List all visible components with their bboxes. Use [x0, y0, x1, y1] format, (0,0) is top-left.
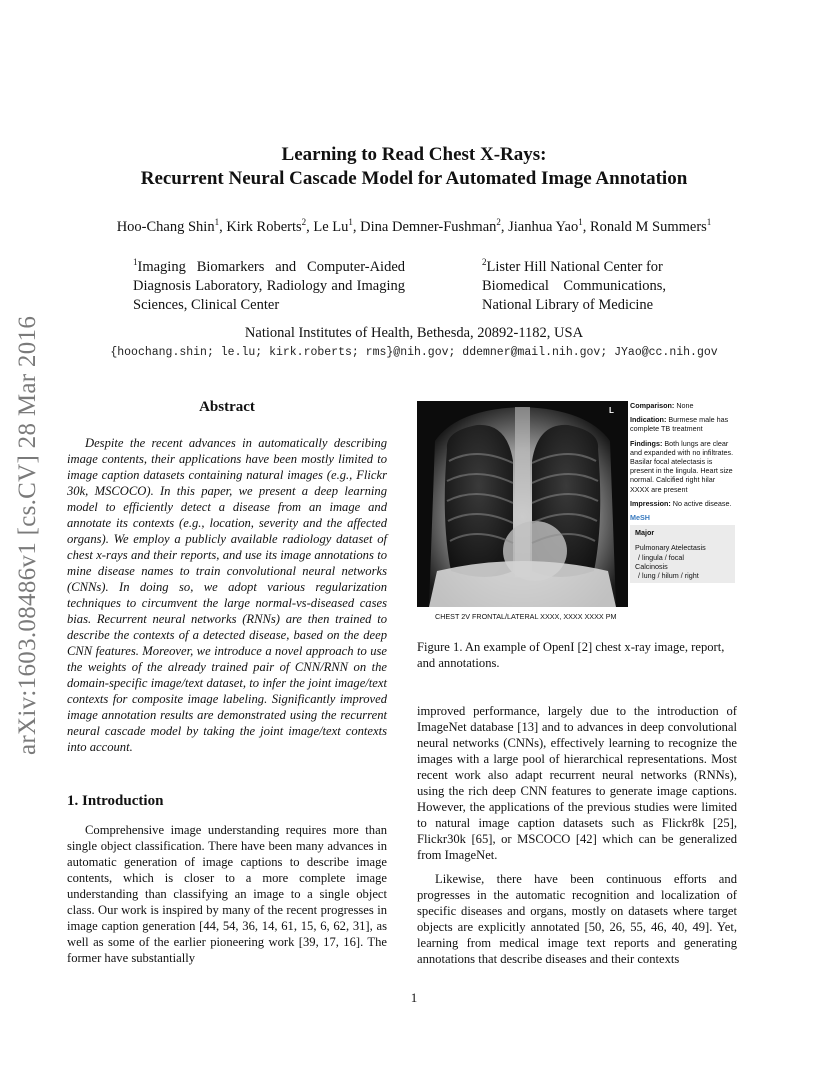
mesh-box: [630, 525, 735, 583]
mesh-title: MeSH: [630, 513, 650, 523]
abstract-heading: Abstract: [199, 399, 255, 415]
arxiv-stamp: arXiv:1603.08486v1 [cs.CV] 28 Mar 2016: [14, 315, 41, 755]
author-list: [0, 219, 828, 236]
author-6: Ronald M Summers$^1$: [589, 217, 712, 235]
author-1: Hoo-Chang Shin$^1$,: [116, 217, 227, 235]
chest-xray-image: [417, 401, 628, 607]
xray-side-marker: L: [609, 406, 614, 415]
intro-heading: 1. Introduction: [67, 793, 164, 809]
author-5: Jianhua Yao$^1$,: [508, 217, 590, 235]
institution: National Institutes of Health, Bethesda, 20892-1182, USA: [244, 325, 584, 341]
intro-paragraph-1: Comprehensive image understanding requires more than single object classification. There have been many advances in automatic generation of image captions to describe image contents, which is closer to a more complete image understanding than classifying an image to a single object class. Our work is inspired by many of the recent progresses in image caption generation [44, 54, 36, 14, 61, 15, 6, 62, 31], as well as some of the earlier pioneering work [39, 17, 16]. The former have substantially: [67, 823, 387, 965]
report-panel: [630, 401, 735, 583]
affiliation-2: $^2$Lister Hill National Center for Biomedical Communications, National Library of Medicine: [482, 257, 667, 313]
author-4: Dina Demner-Fushman$^2$,: [360, 217, 509, 235]
author-2: Kirk Roberts$^2$,: [226, 217, 314, 235]
paper-title-line1: Learning to Read Chest X-Rays:: [281, 144, 547, 165]
mesh-term-2-detail: / lung / hilum / right: [638, 571, 699, 581]
mesh-term-2: Calcinosis: [635, 561, 668, 571]
chest-xray-illustration: [417, 401, 628, 607]
report-findings: Findings: Both lungs are clear and expanded with no infiltrates. Basilar focal atelectasis is present in the lingula. Heart size normal. Calcified right hilar XXXX are present: [630, 438, 734, 494]
author-emails: {hoochang.shin; le.lu; kirk.roberts; rms}@nih.gov; ddemner@mail.nih.gov; JYao@cc.nih.gov: [110, 346, 718, 359]
mesh-term-1: Pulmonary Atelectasis: [635, 543, 706, 553]
right-paragraph-1: improved performance, largely due to the introduction of ImageNet database [13] and to advances in deep convolutional neural networks (CNNs), effectively learning to recognize the images with a large pool of hierarchical representations. Most recent work also adapt recurrent neural networks (RNNs), using the rich deep CNN features to generate image captions. However, the applications of the previous studies were limited to natural image caption datasets such as Flickr8k [25], Flickr30k [65], or MSCOCO [42] which can be generalized from ImageNet.: [417, 704, 737, 862]
author-3: Le Lu$^1$,: [313, 217, 361, 235]
page-number: 1: [410, 990, 418, 1005]
affiliation-1: $^1$Imaging Biomarkers and Computer-Aided Diagnosis Laboratory, Radiology and Imaging Sciences, Clinical Center: [133, 257, 405, 313]
right-paragraph-2: Likewise, there have been continuous efforts and progresses in the automatic recognition and localization of specific diseases and organs, mostly on datasets where target objects are explicitly annotated [50, 26, 55, 46, 40, 49]. Yet, learning from medical image text reports and generating annotations that describe diseases and their contexts: [417, 872, 737, 966]
report-indication: Indication: Burmese male has complete TB treatment: [630, 415, 729, 434]
mesh-major-label: Major: [635, 528, 655, 538]
report-comparison: Comparison: None: [630, 401, 694, 410]
mesh-term-1-detail: / lingula / focal: [638, 552, 684, 562]
figure-1-caption: Figure 1. An example of OpenI [2] chest x-ray image, report, and annotations.: [417, 640, 725, 670]
paper-title-line2: Recurrent Neural Cascade Model for Automated Image Annotation: [140, 168, 688, 189]
report-impression: Impression: No active disease.: [630, 498, 732, 508]
abstract-text: Despite the recent advances in automatically describing image contents, their applications have been mostly limited to image caption datasets containing natural images (e.g., Flickr 30k, MSCOCO). In this paper, we present a deep learning model to efficiently detect a disease from an image and annotate its contexts (e.g., location, severity and the affected organs). We employ a publicly available radiology dataset of chest x-rays and their reports, and use its image annotations to mine disease names to train convolutional neural networks (CNNs). In doing so, we adopt various regularization techniques to circumvent the large normal-vs-diseased cases bias. Recurrent neural networks (RNNs) are then trained to describe the contexts of a detected disease, based on the deep CNN features. Moreover, we introduce a novel approach to use the weights of the already trained pair of CNN/RNN on the domain-specific image/text dataset, to infer the joint image/text contexts for composite image labeling. Significantly improved image annotation results are demonstrated using the recurrent neural cascade model by taking the joint image/text contexts into account.: [67, 436, 387, 754]
xray-image-caption: CHEST 2V FRONTAL/LATERAL XXXX, XXXX XXXX PM: [435, 612, 617, 621]
